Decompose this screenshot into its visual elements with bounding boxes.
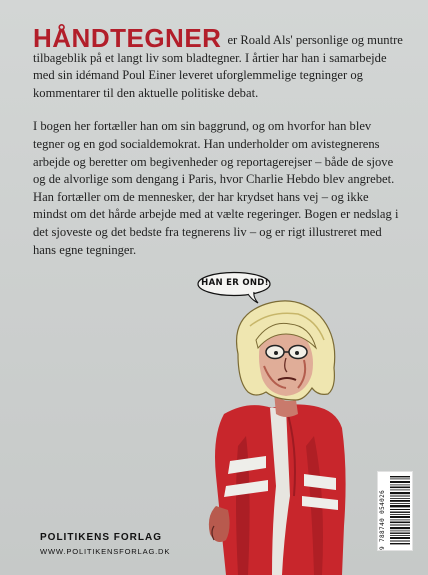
publisher-block [40, 532, 170, 556]
blurb-intro [33, 23, 403, 102]
book-title: HÅNDTEGNER [33, 23, 222, 53]
publisher-name: POLITIKENS FORLAG [40, 532, 162, 543]
isbn-barcode [377, 471, 413, 551]
speech-bubble-text: HAN ER OND! [201, 278, 269, 288]
intro-text: er Roald Als' personlige og muntre tilbageblik på et langt liv som bladtegner. I årtier har han i samarbejde med sin idémand Poul Einer leveret uforglemmelige tegninger og kommentarer til den aktuelle politiske debat. [33, 33, 403, 100]
blurb-body: I bogen her fortæller han om sin baggrund, og om hvorfor han blev tegner og en god socialdemokrat. Han underholder om avistegnerens arbejde og beretter om begivenheder og reportagerejser – både de sjove og de alvorlige som dengang i Paris, hvor Charlie Hebdo blev angrebet. Han fortæller om de mennesker, der har krydset hans vej – og ikke mindst om det hårde arbejde med at vælte regeringer. Bogen er nedslag i det sjoveste og det bedste fra tegnerens liv – og er rigt illustreret med hans egne tegninger. [33, 119, 399, 257]
publisher-url: WWW.POLITIKENSFORLAG.DK [40, 547, 171, 556]
blurb [33, 23, 403, 259]
caricature-illustration [186, 296, 376, 575]
isbn-number: 9 788740 054026 [379, 489, 386, 550]
